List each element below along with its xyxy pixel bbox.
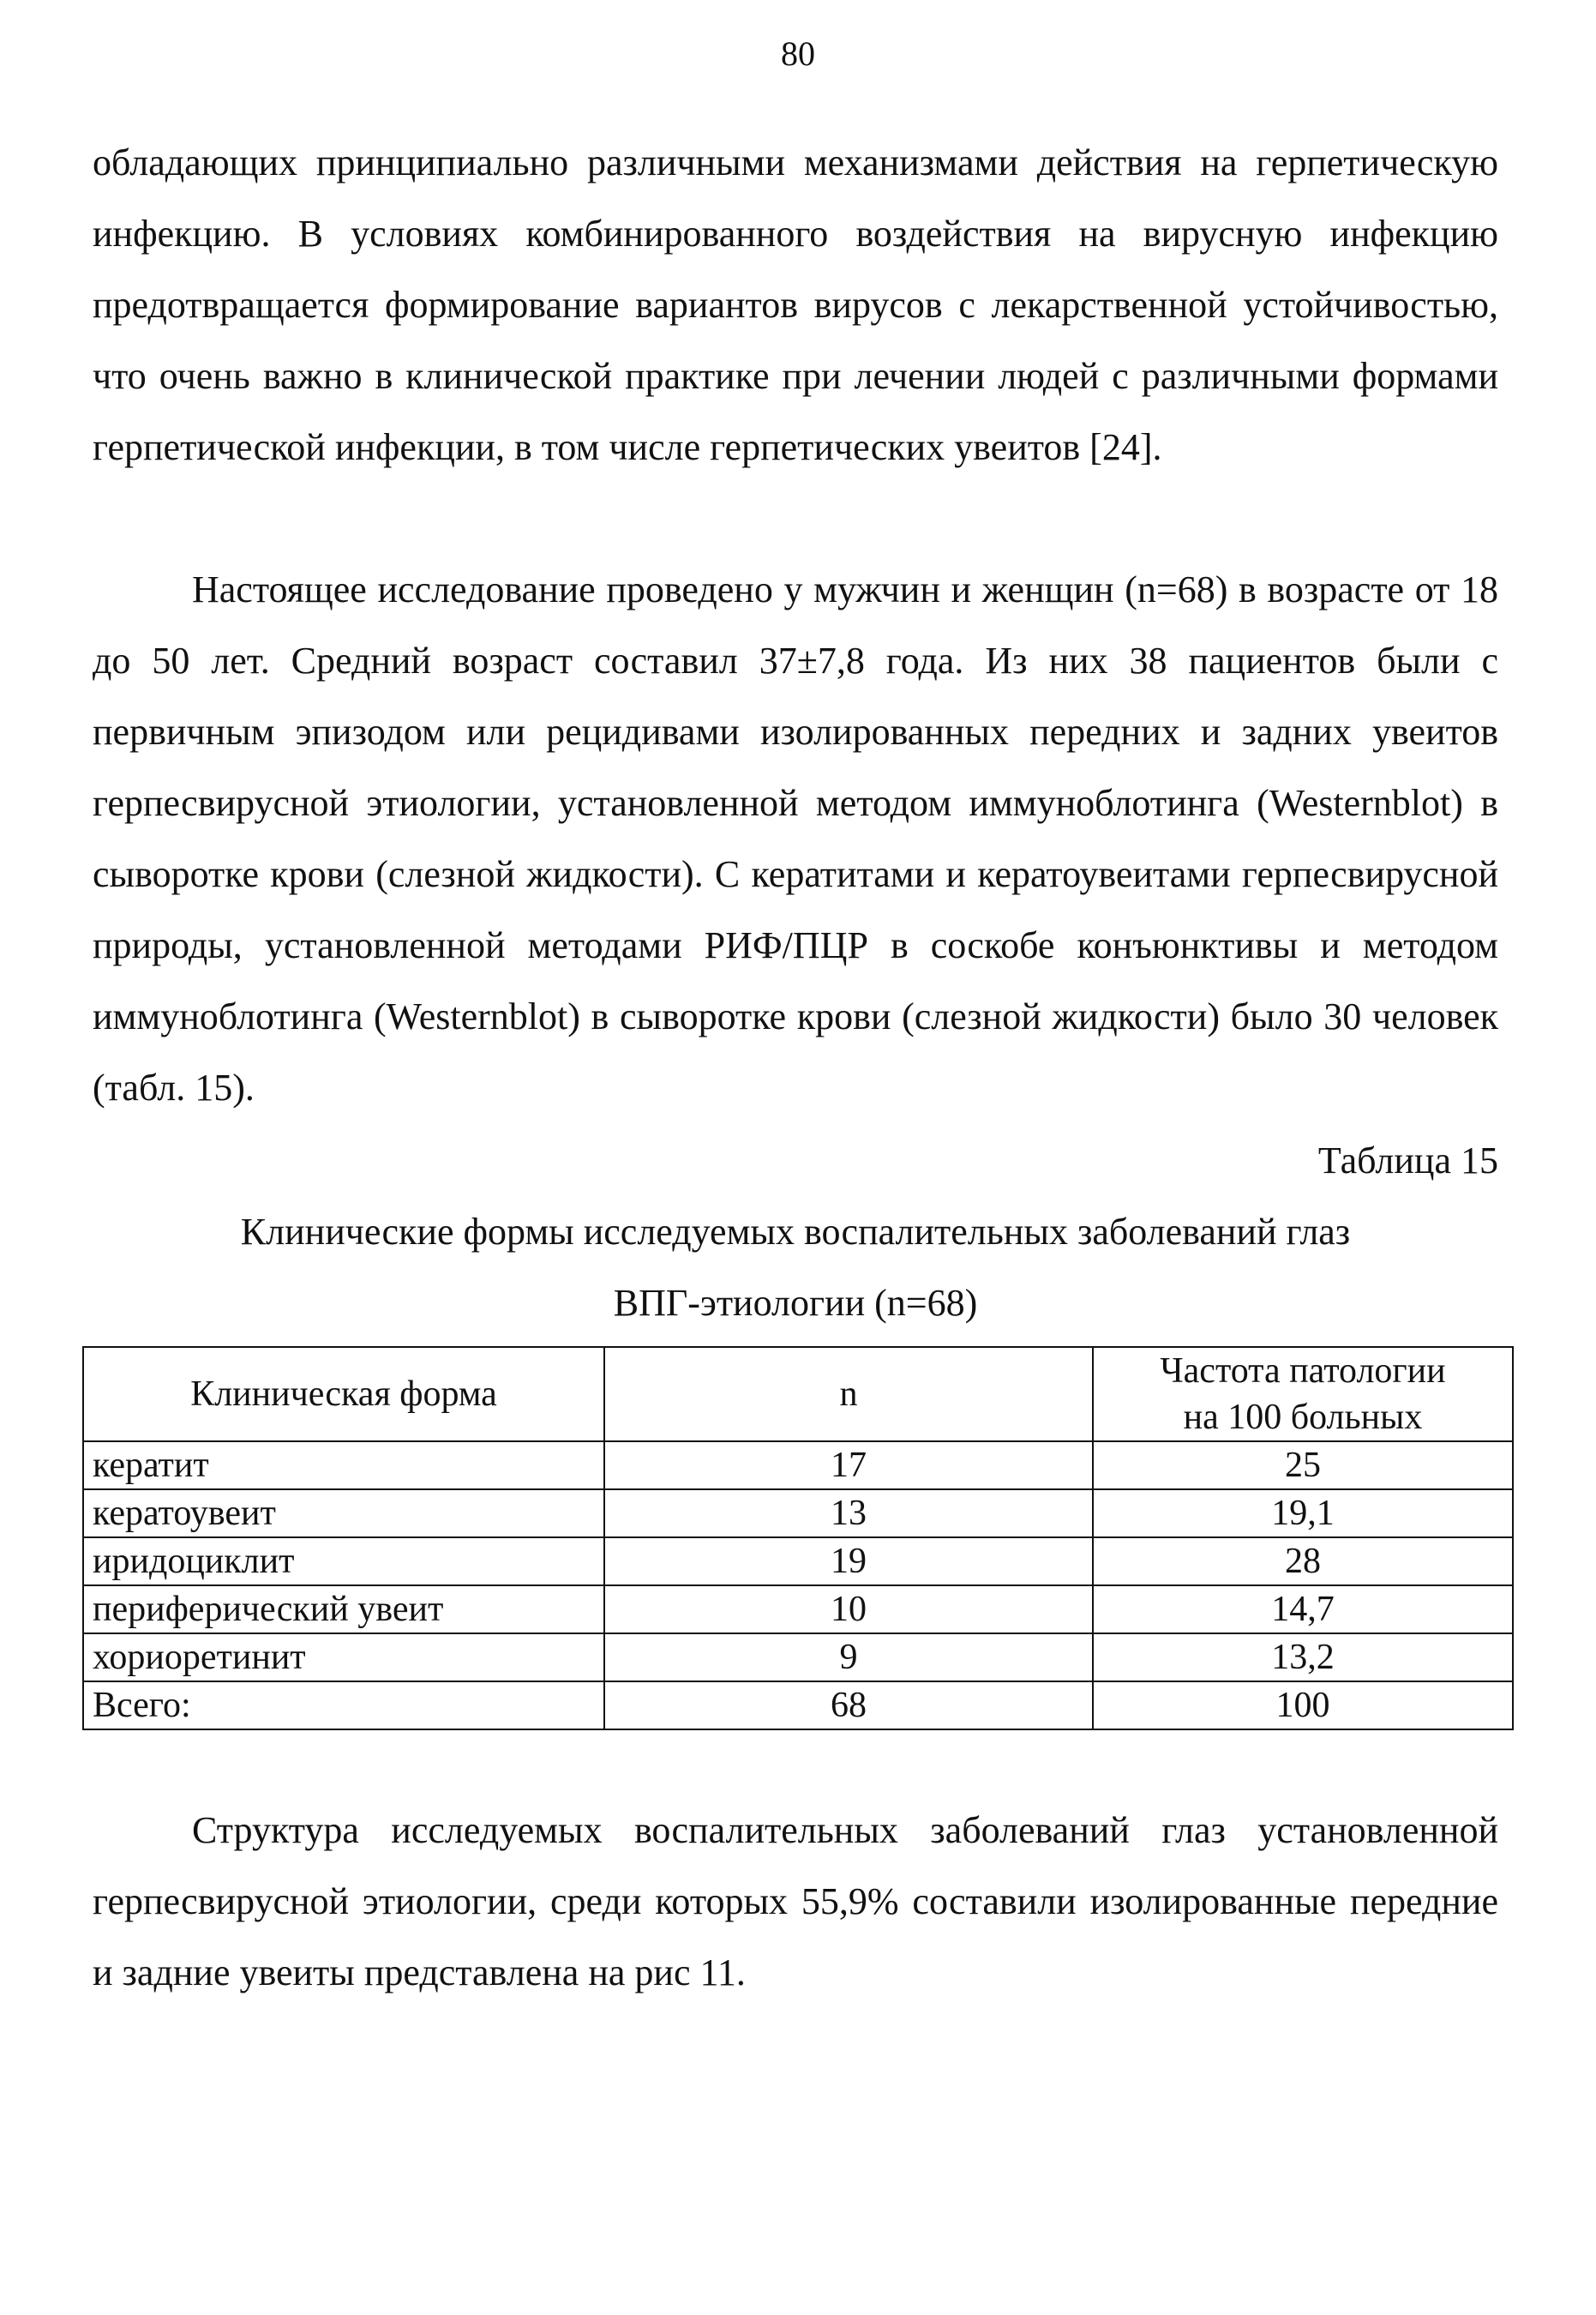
cell-n: 17 xyxy=(604,1441,1093,1489)
paragraph-2: Настоящее исследование проведено у мужчин и женщин (n=68) в возрасте от 18 до 50 лет. Средний возраст составил 37±7,8 года. Из них 38 пациентов были с первичным эпизодом или рецидивами изолированных передних и задних увеитов герпесвирусной этиологии, установленной методом иммуноблотинга (Westernblot) в сыворотке крови (слезной жидкости). С кератитами и кератоувеитами герпесвирусной природы, установленной методами РИФ/ПЦР в соскобе конъюнктивы и методом иммуноблотинга (Westernblot) в сыворотке крови (слезной жидкости) было 30 человек (табл. 15). xyxy=(93,568,1498,1109)
paragraph-3: Структура исследуемых воспалительных заболеваний глаз установленной герпесвирусной этиологии, среди которых 55,9% составили изолированные передние и задние увеиты представлена на рис 11. xyxy=(93,1809,1498,1993)
cell-frequency: 25 xyxy=(1093,1441,1513,1489)
cell-n: 13 xyxy=(604,1489,1093,1537)
cell-n: 10 xyxy=(604,1585,1093,1633)
table-header-row xyxy=(83,1347,1513,1441)
cell-frequency: 14,7 xyxy=(1093,1585,1513,1633)
cell-n: 19 xyxy=(604,1537,1093,1585)
cell-form: периферический увеит xyxy=(83,1585,604,1633)
cell-n: 9 xyxy=(604,1633,1093,1681)
table-title-line-1: Клинические формы исследуемых воспалительных заболеваний глаз xyxy=(240,1211,1351,1253)
table-row xyxy=(83,1537,1513,1585)
table-row xyxy=(83,1441,1513,1489)
header-clinical-form: Клиническая форма xyxy=(83,1347,604,1441)
table-total-row xyxy=(83,1681,1513,1729)
table-row xyxy=(83,1489,1513,1537)
cell-form: кератит xyxy=(83,1441,604,1489)
table-title-line-2: ВПГ-этиологии (n=68) xyxy=(613,1282,978,1324)
cell-frequency: 28 xyxy=(1093,1537,1513,1585)
cell-form: Всего: xyxy=(83,1681,604,1729)
cell-form: кератоувеит xyxy=(83,1489,604,1537)
header-frequency-line-2: на 100 больных xyxy=(1183,1398,1423,1437)
cell-form: хориоретинит xyxy=(83,1633,604,1681)
table-title xyxy=(93,1196,1498,1338)
cell-frequency: 100 xyxy=(1093,1681,1513,1729)
header-frequency xyxy=(1093,1347,1513,1441)
table-label: Таблица 15 xyxy=(1317,1139,1498,1182)
table-row xyxy=(83,1585,1513,1633)
cell-n: 68 xyxy=(604,1681,1093,1729)
clinical-forms-table xyxy=(82,1346,1514,1730)
cell-frequency: 13,2 xyxy=(1093,1633,1513,1681)
paragraph-1: обладающих принципиально различными механизмами действия на герпетическую инфекцию. В условиях комбинированного воздействия на вирусную инфекцию предотвращается формирование вариантов вирусов с лекарственной устойчивостью, что очень важно в клинической практике при лечении людей с различными формами герпетической инфекции, в том числе герпетических увеитов [24]. xyxy=(93,141,1498,468)
cell-frequency: 19,1 xyxy=(1093,1489,1513,1537)
cell-form: иридоциклит xyxy=(83,1537,604,1585)
header-frequency-line-1: Частота патологии xyxy=(1160,1351,1446,1391)
header-n: n xyxy=(604,1347,1093,1441)
page-number: 80 xyxy=(781,34,815,73)
table-row xyxy=(83,1633,1513,1681)
